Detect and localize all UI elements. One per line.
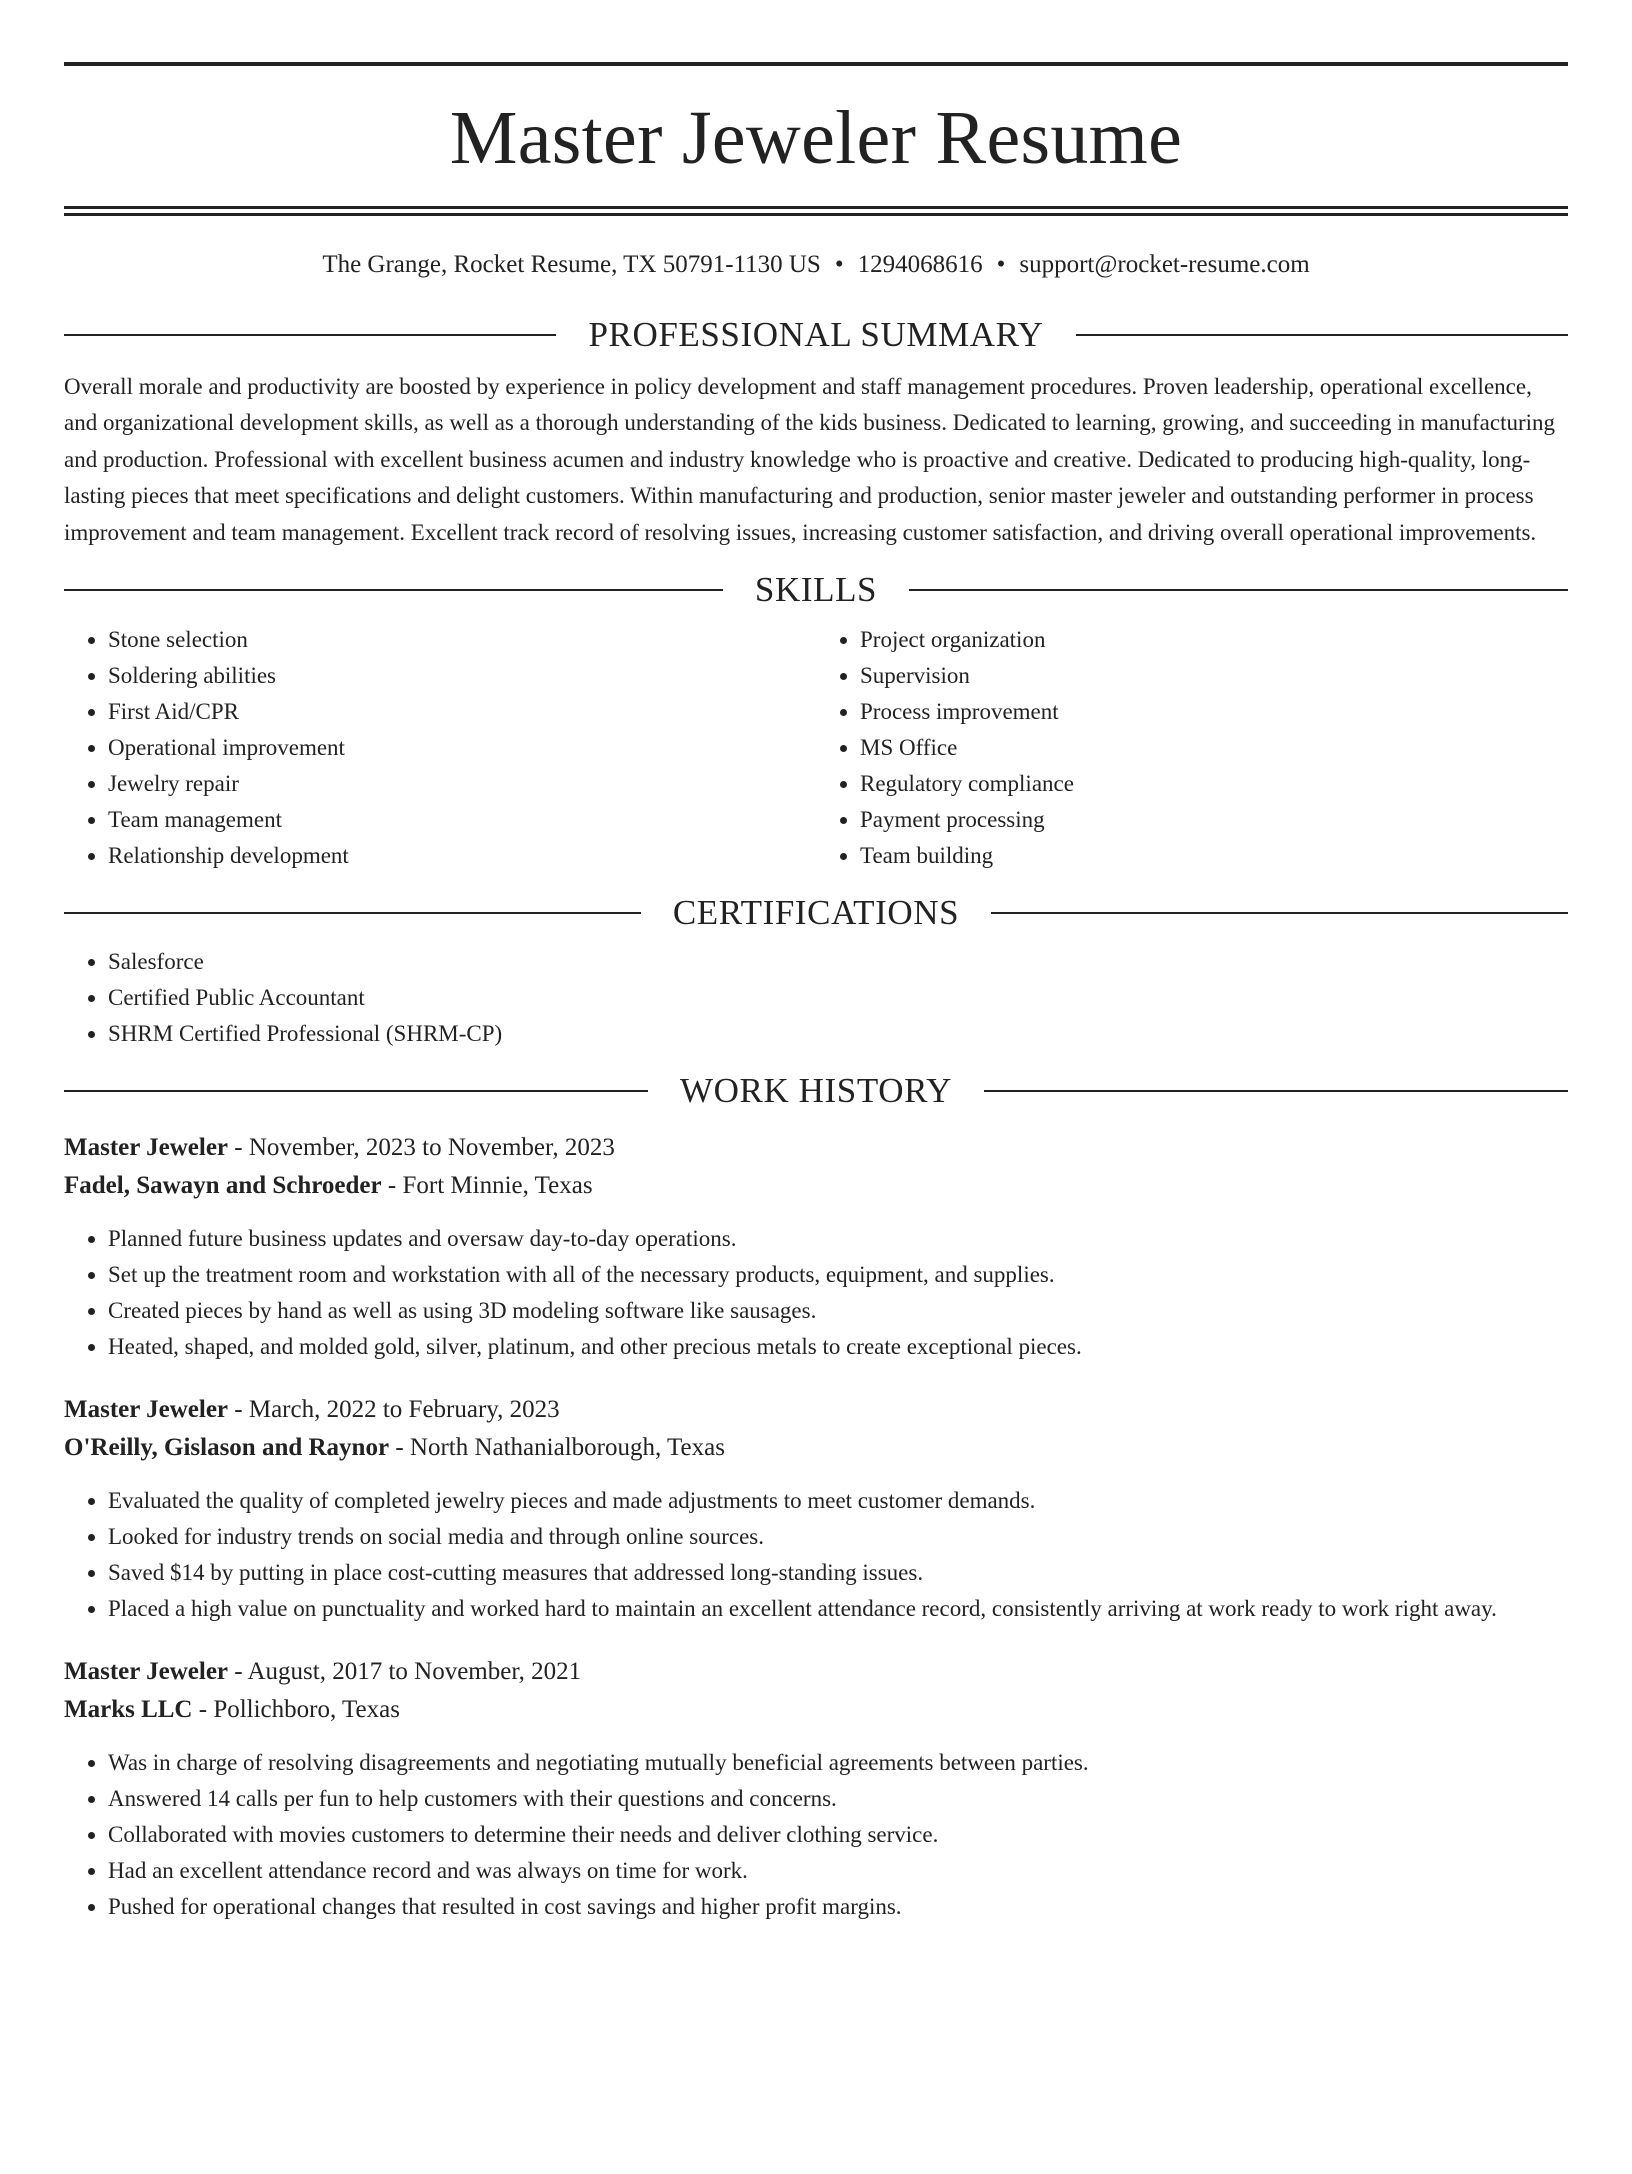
contact-address: The Grange, Rocket Resume, TX 50791-1130 US [322,251,821,278]
certification-item: • Certified Public Accountant [108,980,1568,1016]
job-entry [64,1653,1568,1925]
skill-item: • Soldering abilities [108,658,816,694]
job-duty-item: • Created pieces by hand as well as using 3D modeling software like sausages. [108,1293,1568,1329]
job-duty-item: • Pushed for operational changes that resulted in cost savings and higher profit margins. [108,1889,1568,1925]
resume-title: Master Jeweler Resume [449,96,1183,180]
contact-email: support@rocket-resume.com [1019,251,1310,278]
job-title-line: Master Jeweler - March, 2022 to February, 2023 [64,1395,560,1423]
contact-line [64,250,1568,280]
skills-list-left [64,622,816,874]
job-duty-item: • Saved $14 by putting in place cost-cutting measures that addressed long-standing issues. [108,1555,1568,1591]
title-double-rule [64,206,1568,216]
job-dates: November, 2023 to November, 2023 [248,1133,615,1161]
summary-paragraph: Overall morale and productivity are boosted by experience in policy development and staff management procedures. Proven leadership, operational excellence, and organizational development skills, as well as a thorough understanding of the kids business. Dedicated to learning, growing, and succeeding in manufacturing and production. Professional with excellent business acumen and industry knowledge who is proactive and creative. Dedicated to producing high-quality, long-lasting pieces that meet specifications and delight customers. Within manufacturing and production, senior master jeweler and outstanding performer in process improvement and team management. Excellent track record of resolving issues, increasing customer satisfaction, and driving overall operational improvements. [64,373,1556,545]
job-duty-item: • Answered 14 calls per fun to help customers with their questions and concerns. [108,1781,1568,1817]
skill-item: • Jewelry repair [108,766,816,802]
top-rule [64,62,1568,66]
job-title: Master Jeweler [64,1395,229,1423]
skill-item: • Relationship development [108,838,816,874]
contact-phone: 1294068616 [857,251,983,278]
certification-item: • SHRM Certified Professional (SHRM-CP) [108,1016,1568,1052]
skill-item: • Project organization [860,622,1568,658]
section-header-summary [64,316,1568,355]
job-duties-list [64,1483,1568,1627]
certification-item: • Salesforce [108,944,1568,980]
job-entry [64,1129,1568,1365]
job-duty-item: • Was in charge of resolving disagreements and negotiating mutually beneficial agreements between parties. [108,1745,1568,1781]
section-title: CERTIFICATIONS [672,892,960,932]
job-duties-list [64,1221,1568,1365]
skill-item: • Payment processing [860,802,1568,838]
skills-grid [64,610,1568,874]
job-location: Fort Minnie, Texas [402,1171,593,1199]
section-title: SKILLS [754,570,878,609]
section-rule-right [909,589,1568,591]
job-company-line: Fadel, Sawayn and Schroeder - Fort Minnie, Texas [64,1171,593,1199]
job-dates: March, 2022 to February, 2023 [248,1395,560,1423]
skill-item: • MS Office [860,730,1568,766]
job-duty-item: • Planned future business updates and oversaw day-to-day operations. [108,1221,1568,1257]
contact-separator: • [834,251,844,278]
certifications-list [64,944,1568,1052]
job-duty-item: • Set up the treatment room and workstation with all of the necessary products, equipment, and supplies. [108,1257,1568,1293]
section-header-certifications [64,894,1568,933]
job-title: Master Jeweler [64,1133,229,1161]
work-history-list [64,1129,1568,1925]
skill-item: • Regulatory compliance [860,766,1568,802]
skill-item: • Team management [108,802,816,838]
job-duties-list [64,1745,1568,1925]
skill-item: • First Aid/CPR [108,694,816,730]
job-duty-item: • Evaluated the quality of completed jewelry pieces and made adjustments to meet customer demands. [108,1483,1568,1519]
job-company: Marks LLC [64,1695,193,1723]
skill-item: • Team building [860,838,1568,874]
job-company-line: Marks LLC - Pollichboro, Texas [64,1695,400,1723]
section-rule-left [64,589,723,591]
section-rule-left [64,912,641,914]
section-rule-left [64,334,556,336]
section-header-skills [64,571,1568,610]
job-title-line: Master Jeweler - August, 2017 to November, 2021 [64,1657,582,1685]
job-company: Fadel, Sawayn and Schroeder [64,1171,382,1199]
skill-item: • Supervision [860,658,1568,694]
section-header-work-history [64,1072,1568,1111]
section-title: WORK HISTORY [680,1071,952,1110]
job-duty-item: • Had an excellent attendance record and was always on time for work. [108,1853,1568,1889]
section-title: PROFESSIONAL SUMMARY [588,315,1044,354]
skill-item: • Operational improvement [108,730,816,766]
job-duty-item: • Collaborated with movies customers to determine their needs and deliver clothing service. [108,1817,1568,1853]
job-duty-item: • Placed a high value on punctuality and worked hard to maintain an excellent attendance record, consistently arriving at work ready to work right away. [108,1591,1568,1627]
job-company: O'Reilly, Gislason and Raynor [64,1433,390,1461]
skills-list-right [816,622,1568,874]
job-title: Master Jeweler [64,1657,229,1685]
job-title-line: Master Jeweler - November, 2023 to November, 2023 [64,1133,615,1161]
job-entry [64,1391,1568,1627]
job-company-line: O'Reilly, Gislason and Raynor - North Nathanialborough, Texas [64,1433,725,1461]
section-rule-left [64,1090,648,1092]
job-location: Pollichboro, Texas [213,1695,400,1723]
job-duty-item: • Heated, shaped, and molded gold, silver, platinum, and other precious metals to create exceptional pieces. [108,1329,1568,1365]
section-rule-right [991,912,1568,914]
job-duty-item: • Looked for industry trends on social media and through online sources. [108,1519,1568,1555]
skill-item: • Process improvement [860,694,1568,730]
section-rule-right [984,1090,1568,1092]
job-location: North Nathanialborough, Texas [409,1433,725,1461]
resume-page [0,62,1632,2174]
skill-item: • Stone selection [108,622,816,658]
job-dates: August, 2017 to November, 2021 [247,1657,582,1685]
section-rule-right [1076,334,1568,336]
contact-separator: • [996,251,1006,278]
